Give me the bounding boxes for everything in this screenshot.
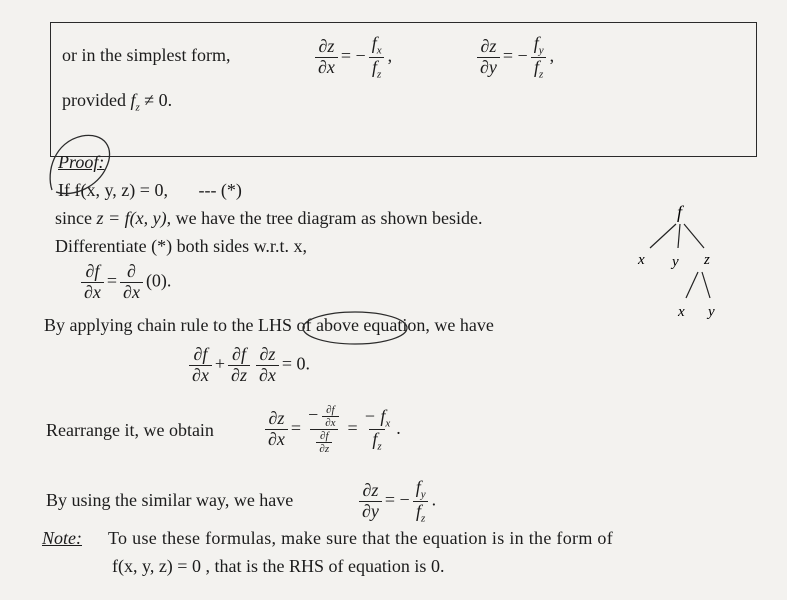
eqa-rnum: ∂ <box>127 261 136 281</box>
eqc-fnum-sub: x <box>385 417 391 430</box>
formula-dz-dx <box>312 34 392 80</box>
tree-node-z: z <box>704 252 710 268</box>
eqa-lnum: ∂f <box>85 261 100 281</box>
eqb-n2: ∂f <box>232 344 246 364</box>
equation-c <box>262 404 401 455</box>
tree-root: f <box>677 202 683 222</box>
eqa-eq: = <box>106 270 118 291</box>
eqb-n3: ∂z <box>259 344 276 364</box>
tree-node-y: y <box>672 254 679 270</box>
proof-title: Proof: <box>58 152 105 172</box>
since-word: since <box>55 208 92 228</box>
box-intro-text: or in the simplest form, <box>62 45 231 65</box>
eq1-fden-sub: z <box>377 68 382 81</box>
handdrawn-circle <box>44 128 124 208</box>
eqc-fden-sub: z <box>377 440 382 453</box>
note-label: Note: <box>42 528 82 548</box>
eqc-inum-b: ∂x <box>322 416 338 429</box>
eqd-fden: f <box>416 500 422 521</box>
proof-line5: Rearrange it, we obtain <box>46 420 214 440</box>
equation-a <box>78 262 171 303</box>
tree-edge-f-x <box>650 224 676 248</box>
eqc-iden-b: ∂z <box>316 442 332 455</box>
eq2-fnum-sub: y <box>538 44 544 57</box>
equation-tag: --- (*) <box>198 180 242 200</box>
eqc-minus: − <box>307 404 320 425</box>
eq2-sign: = − <box>502 45 528 66</box>
eq2-fden: f <box>534 56 540 77</box>
proof-if-equation: If f(x, y, z) = 0, <box>58 180 168 200</box>
eq2-comma: , <box>549 45 555 66</box>
tree-edge-z-x <box>686 272 698 298</box>
eq2-fnum: f <box>533 33 539 53</box>
eq1-fnum: f <box>371 33 377 53</box>
eqd-lden: ∂y <box>359 501 382 522</box>
tree-edge-z-y <box>702 272 710 298</box>
equation-b <box>186 345 310 386</box>
eqb-tail: = 0. <box>281 353 310 374</box>
eqa-tail: (0). <box>145 270 172 291</box>
eqc-lnum: ∂z <box>268 408 285 429</box>
note-text2: f(x, y, z) = 0 , that is the RHS of equation is 0. <box>112 556 445 576</box>
eqb-d3: ∂x <box>256 365 279 386</box>
tree-leaf-y: y <box>708 304 715 320</box>
eqc-iden-a: ∂f <box>320 430 329 443</box>
handdrawn-ellipse <box>300 308 410 348</box>
proof-line6: By using the similar way, we have <box>46 490 294 510</box>
provided-word: provided <box>62 90 126 110</box>
tree-node-x: x <box>638 252 645 268</box>
tree-leaf-x: x <box>678 304 685 320</box>
eqc-eq1: = <box>290 417 302 438</box>
proof-line3: Differentiate (*) both sides w.r.t. x, <box>55 236 307 256</box>
eqb-d1: ∂x <box>189 365 212 386</box>
provided-line <box>62 90 172 114</box>
proof-line2 <box>55 208 483 229</box>
eqb-d2: ∂z <box>228 365 250 386</box>
formula-dz-dy <box>474 34 554 80</box>
provided-f: f <box>130 90 136 110</box>
tree-edge-f-z <box>684 224 704 248</box>
eqc-fden: f <box>372 429 378 450</box>
eqd-fnum-sub: y <box>420 488 426 501</box>
eqc-eq2: = <box>347 417 358 438</box>
eq1-fnum-sub: x <box>376 44 382 57</box>
proof-line4: By applying chain rule to the LHS of above equation, we have <box>44 315 494 335</box>
eqc-fnum: − f <box>363 405 386 426</box>
tree-edge-f-y <box>678 224 680 248</box>
provided-f-sub: z <box>135 101 140 114</box>
eqa-lden: ∂x <box>81 282 104 303</box>
eq2-fden-sub: z <box>539 68 544 81</box>
eq1-fden: f <box>372 56 378 77</box>
eq1-sign: = − <box>340 45 366 66</box>
eq1-comma: , <box>387 45 393 66</box>
eqd-fden-sub: z <box>421 512 426 525</box>
eqd-tail: . <box>431 489 437 510</box>
note-text1: To use these formulas, make sure that the equation is in the form of <box>108 528 614 548</box>
eqd-fnum: f <box>415 477 421 497</box>
since-rest: , we have the tree diagram as shown beside. <box>166 208 483 228</box>
tree-diagram <box>628 198 738 322</box>
eq1-num: ∂z <box>318 35 335 56</box>
eqd-lnum: ∂z <box>362 479 379 500</box>
eqb-n1: ∂f <box>193 344 208 364</box>
equation-d <box>356 478 436 524</box>
provided-rest: ≠ 0. <box>139 90 173 110</box>
eqb-plus: + <box>214 353 226 374</box>
since-eq: z = f(x, y) <box>96 208 167 228</box>
eqc-inum-a: ∂f <box>326 404 335 416</box>
eqc-tail: . <box>396 417 401 438</box>
eq2-num: ∂z <box>480 35 497 56</box>
eqc-lden: ∂x <box>265 429 288 450</box>
eqa-rden: ∂x <box>120 282 143 303</box>
eq2-den: ∂y <box>477 57 500 78</box>
eqd-eq: = − <box>384 489 410 510</box>
eq1-den: ∂x <box>315 57 338 78</box>
